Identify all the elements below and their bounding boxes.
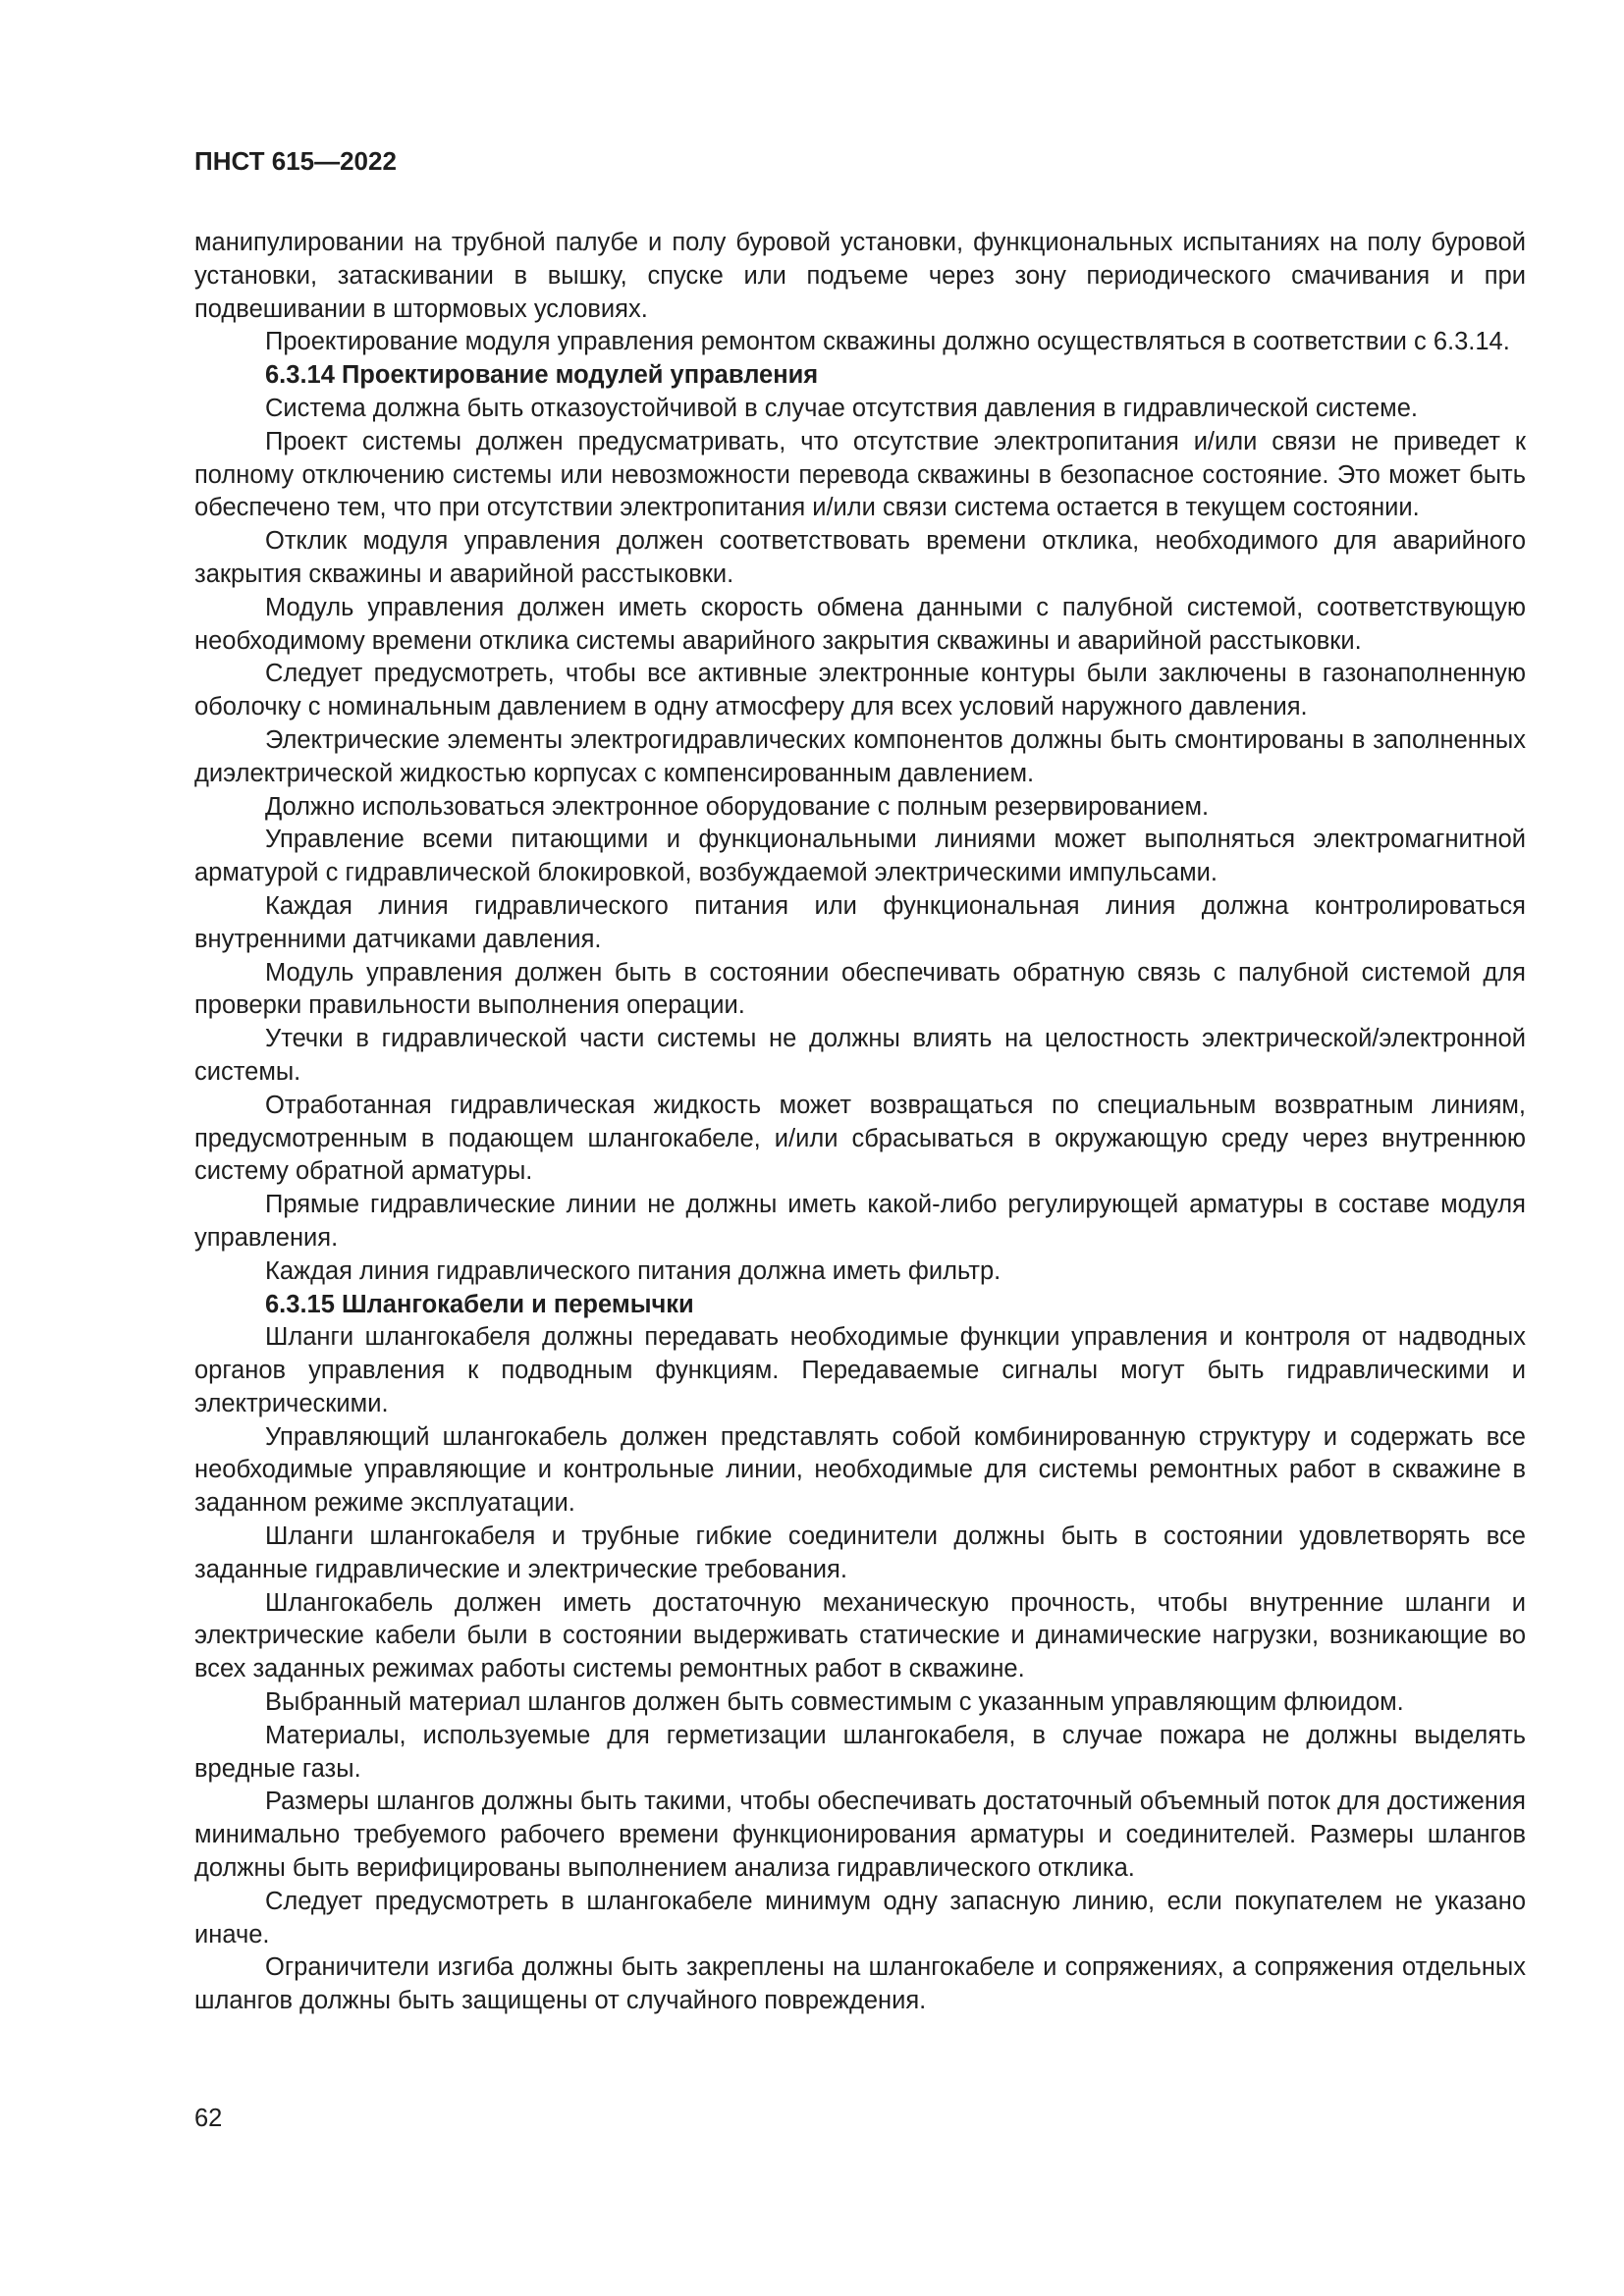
paragraph: манипулировании на трубной палубе и полу буровой установки, функциональных испытаниях на полу буровой установки, затаскивании в вышку, спуске или подъеме через зону периодического смачивания и при подвешивании в штормовых условиях. xyxy=(194,229,1526,323)
paragraph: Модуль управления должен быть в состоянии обеспечивать обратную связь с палубной системой для проверки правильности выполнения операции. xyxy=(194,958,1526,1020)
paragraph: Проект системы должен предусматривать, что отсутствие электропитания и/или связи не приведет к полному отключению системы или невозможности перевода скважины в безопасное состояние. Это может быть обеспечено тем, что при отсутствии электропитания и/или связи система остается в текущем состоянии. xyxy=(194,427,1526,522)
paragraph: Прямые гидравлические линии не должны иметь какой-либо регулирующей арматуры в составе модуля управления. xyxy=(194,1191,1526,1252)
page-number: 62 xyxy=(194,2105,223,2132)
paragraph: Проектирование модуля управления ремонтом скважины должно осуществляться в соответствии с 6.3.14. xyxy=(265,328,1510,356)
document-body xyxy=(194,227,1526,2018)
paragraph: Шланги шлангокабеля и трубные гибкие соединители должны быть в состоянии удовлетворять все заданные гидравлические и электрические требования. xyxy=(194,1522,1526,1583)
paragraph: Управляющий шлангокабель должен представлять собой комбинированную структуру и содержать все необходимые управляющие и контрольные линии, необходимые для системы ремонтных работ в скважине в заданном режиме эксплуатации. xyxy=(194,1422,1526,1518)
paragraph: Следует предусмотреть, чтобы все активные электронные контуры были заключены в газонаполненную оболочку с номинальным давлением в одну атмосферу для всех условий наружного давления. xyxy=(194,660,1526,721)
paragraph: Размеры шлангов должны быть такими, чтобы обеспечивать достаточный объемный поток для достижения минимально требуемого рабочего времени функционирования арматуры и соединителей. Размеры шлангов должны быть верифицированы выполнением анализа гидравлического отклика. xyxy=(194,1788,1526,1883)
paragraph: Выбранный материал шлангов должен быть совместимым с указанным управляющим флюидом. xyxy=(265,1688,1404,1717)
paragraph: Каждая линия гидравлического питания или функциональная линия должна контролироваться внутренними датчиками давления. xyxy=(194,891,1526,953)
paragraph: Ограничители изгиба должны быть закреплены на шлангокабеле и сопряжениях, а сопряжения отдельных шлангов должны быть защищены от случайного повреждения. xyxy=(194,1953,1526,2015)
paragraph: Каждая линия гидравлического питания должна иметь фильтр. xyxy=(265,1256,1001,1285)
paragraph: Утечки в гидравлической части системы не должны влиять на целостность электрической/электронной системы. xyxy=(194,1025,1526,1086)
paragraph: Следует предусмотреть в шлангокабеле минимум одну запасную линию, если покупателем не указано иначе. xyxy=(194,1887,1526,1949)
paragraph: Шланги шлангокабеля должны передавать необходимые функции управления и контроля от надводных органов управления к подводным функциям. Передаваемые сигналы могут быть гидравлическими и электрическими. xyxy=(194,1323,1526,1417)
paragraph: Отклик модуля управления должен соответствовать времени отклика, необходимого для аварийного закрытия скважины и аварийной расстыковки. xyxy=(194,527,1526,588)
paragraph: Должно использоваться электронное оборудование с полным резервированием. xyxy=(265,792,1210,821)
paragraph: Шлангокабель должен иметь достаточную механическую прочность, чтобы внутренние шланги и электрические кабели были в состоянии выдерживать статические и динамические нагрузки, возникающие во всех заданных режимах работы системы ремонтных работ в скважине. xyxy=(194,1588,1526,1683)
section-heading: 6.3.14 Проектирование модулей управления xyxy=(265,361,819,390)
paragraph: Управление всеми питающими и функциональными линиями может выполняться электромагнитной арматурой с гидравлической блокировкой, возбуждаемой электрическими импульсами. xyxy=(194,826,1526,887)
document-header: ПНСТ 615—2022 xyxy=(194,146,397,176)
paragraph: Модуль управления должен иметь скорость обмена данными с палубной системой, соответствующую необходимому времени отклика системы аварийного закрытия скважины и аварийной расстыковки. xyxy=(194,593,1526,655)
paragraph: Отработанная гидравлическая жидкость может возвращаться по специальным возвратным линиям, предусмотренным в подающем шлангокабеле, и/или сбрасываться в окружающую среду через внутреннюю систему обратной арматуры. xyxy=(194,1091,1526,1186)
paragraph: Система должна быть отказоустойчивой в случае отсутствия давления в гидравлической системе. xyxy=(265,394,1418,422)
paragraph: Материалы, используемые для герметизации шлангокабеля, в случае пожара не должны выделять вредные газы. xyxy=(194,1721,1526,1783)
document-page xyxy=(194,145,1526,2018)
section-heading: 6.3.15 Шлангокабели и перемычки xyxy=(265,1290,694,1318)
paragraph: Электрические элементы электрогидравлических компонентов должны быть смонтированы в заполненных диэлектрической жидкостью корпусах с компенсированным давлением. xyxy=(194,725,1526,787)
